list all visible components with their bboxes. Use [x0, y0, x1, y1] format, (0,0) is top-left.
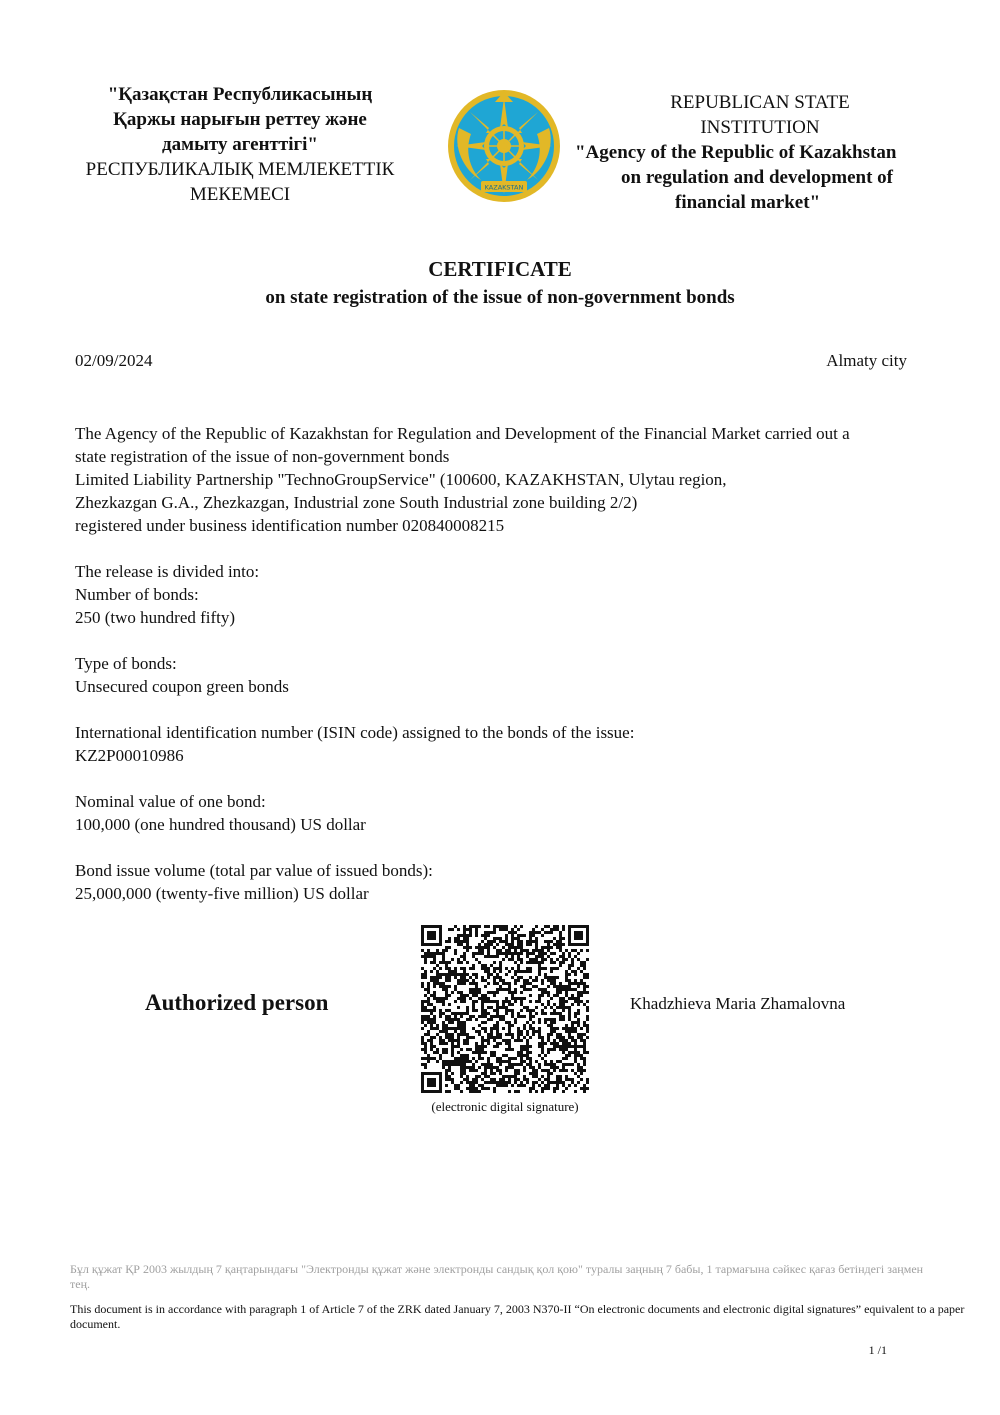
en-header-line: "Agency of the Republic of Kazakhstan — [575, 142, 897, 163]
type-block — [75, 652, 945, 698]
page-number: 1 /1 — [868, 1343, 887, 1357]
qr-code-icon — [421, 925, 589, 1093]
certificate-subtitle: on state registration of the issue of non-government bonds — [265, 287, 735, 308]
issue-date: 02/09/2024 — [75, 351, 153, 370]
bonds-count-value: 250 (two hundred fifty) — [75, 608, 236, 627]
bonds-count-label: Number of bonds: — [75, 585, 199, 604]
release-label: The release is divided into: — [75, 562, 260, 581]
isin-block — [75, 721, 945, 767]
intro-line: state registration of the issue of non-government bonds — [75, 447, 450, 466]
en-header — [565, 90, 955, 215]
kz-header — [40, 82, 440, 207]
intro-line: The Agency of the Republic of Kazakhstan for Regulation and Development of the Financial Market carried out a — [75, 424, 850, 443]
emblem-text: KAZAKSTAN — [484, 183, 524, 192]
authorized-person-label: Authorized person — [145, 990, 329, 1015]
kz-header-line: РЕСПУБЛИКАЛЫҚ МЕМЛЕКЕТТІК — [85, 159, 395, 180]
en-header-line: REPUBLICAN STATE — [670, 92, 850, 113]
volume-label: Bond issue volume (total par value of issued bonds): — [75, 861, 433, 880]
intro-line: Zhezkazgan G.A., Zhezkazgan, Industrial zone South Industrial zone building 2/2) — [75, 493, 638, 512]
footer-en-note: This document is in accordance with paragraph 1 of Article 7 of the ZRK dated January 7, 2003 N370-II “On electronic documents and electronic digital signatures” equivalent to a paper document. — [70, 1302, 965, 1331]
volume-block — [75, 859, 945, 905]
nominal-label: Nominal value of one bond: — [75, 792, 266, 811]
signature-caption: (electronic digital signature) — [431, 1099, 579, 1114]
en-header-line: on regulation and development of — [621, 167, 894, 188]
state-emblem-icon — [445, 88, 563, 204]
isin-label: International identification number (ISIN code) assigned to the bonds of the issue: — [75, 723, 635, 742]
nominal-value: 100,000 (one hundred thousand) US dollar — [75, 815, 366, 834]
signer-name: Khadzhieva Maria Zhamalovna — [630, 994, 846, 1013]
intro-block — [75, 422, 945, 537]
type-label: Type of bonds: — [75, 654, 177, 673]
isin-value: KZ2P00010986 — [75, 746, 184, 765]
release-block — [75, 560, 945, 629]
intro-line: registered under business identification number 020840008215 — [75, 516, 505, 535]
intro-line: Limited Liability Partnership "TechnoGroupService" (100600, KAZAKHSTAN, Ulytau region, — [75, 470, 727, 489]
type-value: Unsecured coupon green bonds — [75, 677, 289, 696]
kz-header-line: Қаржы нарығын реттеу және — [113, 109, 367, 130]
certificate-title: CERTIFICATE — [428, 257, 572, 281]
volume-value: 25,000,000 (twenty-five million) US dollar — [75, 884, 369, 903]
nominal-block — [75, 790, 945, 836]
kz-header-line: дамыту агенттігі" — [162, 134, 318, 155]
en-header-line: INSTITUTION — [700, 117, 820, 138]
kz-header-line: МЕКЕМЕСІ — [189, 184, 291, 205]
footer-kz-note: Бұл құжат ҚР 2003 жылдың 7 қаңтарындағы "Электронды құжат және электронды сандық қол қою" туралы заңның 7 бабы, 1 тармағына сәйкес қағаз бетіндегі заңмен тең. — [70, 1262, 924, 1291]
issue-city: Almaty city — [826, 351, 907, 370]
kz-header-line: "Қазақстан Республикасының — [107, 84, 373, 105]
en-header-line: financial market" — [675, 192, 821, 213]
